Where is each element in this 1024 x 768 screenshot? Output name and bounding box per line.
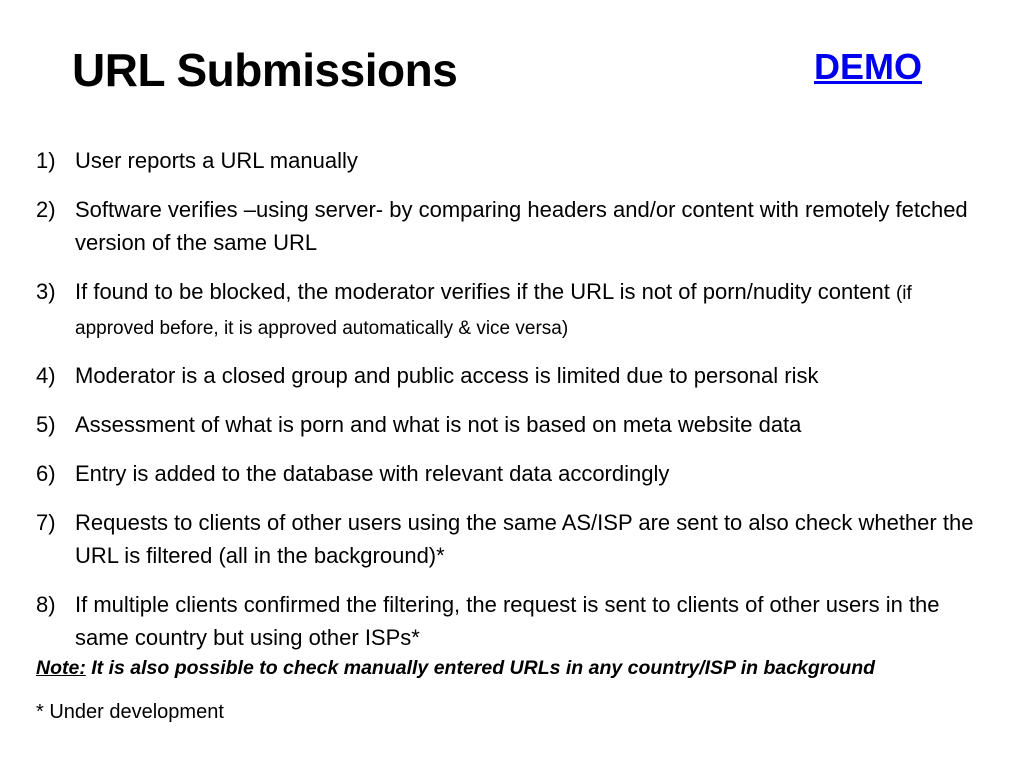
list-item-main-text: User reports a URL manually: [75, 148, 358, 173]
list-item-number: 2): [36, 197, 56, 222]
list-item-text: [75, 588, 996, 656]
list-item-main-text: Entry is added to the database with relevant data accordingly: [75, 461, 670, 486]
list-item-text: [75, 144, 996, 179]
list-item-text: [75, 359, 996, 394]
list-item-main-text: Software verifies –using server- by comparing headers and/or content with remotely fetched version of the same URL: [75, 197, 968, 255]
list-item-main-text: If multiple clients confirmed the filtering, the request is sent to clients of other users in the same country but using other ISPs*: [75, 592, 940, 650]
list-item-text: [75, 457, 996, 492]
list-item: [36, 588, 996, 656]
list-item-main-text: Assessment of what is porn and what is not is based on meta website data: [75, 412, 802, 437]
list-item: [36, 144, 996, 179]
footer-text: * Under development: [36, 701, 224, 723]
list-item-main-text: Moderator is a closed group and public access is limited due to personal risk: [75, 363, 819, 388]
list-item-text: [75, 408, 996, 443]
list-item-number: 5): [36, 412, 56, 437]
list-item-number: 6): [36, 461, 56, 486]
list-item: [36, 506, 996, 574]
list-item-text: [75, 506, 996, 574]
list-item: [36, 408, 996, 443]
list-item-number: 1): [36, 148, 56, 173]
list-item-main-text: If found to be blocked, the moderator verifies if the URL is not of porn/nudity content: [75, 279, 896, 304]
list-item: [36, 457, 996, 492]
demo-link[interactable]: DEMO: [814, 46, 922, 87]
list-item-main-text: Requests to clients of other users using the same AS/ISP are sent to also check whether the URL is filtered (all in the background)*: [75, 510, 974, 568]
list-item: [36, 359, 996, 394]
list-item: [36, 275, 996, 345]
list-item-note: (if approved before, it is approved automatically & vice versa): [75, 283, 912, 339]
list-item-number: 4): [36, 363, 56, 388]
list-item-text: [75, 193, 996, 261]
numbered-list: [36, 144, 996, 670]
list-item-number: 7): [36, 510, 56, 535]
note-line: [36, 653, 1006, 683]
note-text: It is also possible to check manually entered URLs in any country/ISP in background: [85, 657, 876, 679]
list-item-text: [75, 275, 996, 345]
list-item: [36, 193, 996, 261]
list-item-number: 3): [36, 279, 56, 304]
slide-title: URL Submissions: [72, 44, 458, 96]
note-label: Note:: [36, 657, 86, 679]
list-item-number: 8): [36, 592, 56, 617]
